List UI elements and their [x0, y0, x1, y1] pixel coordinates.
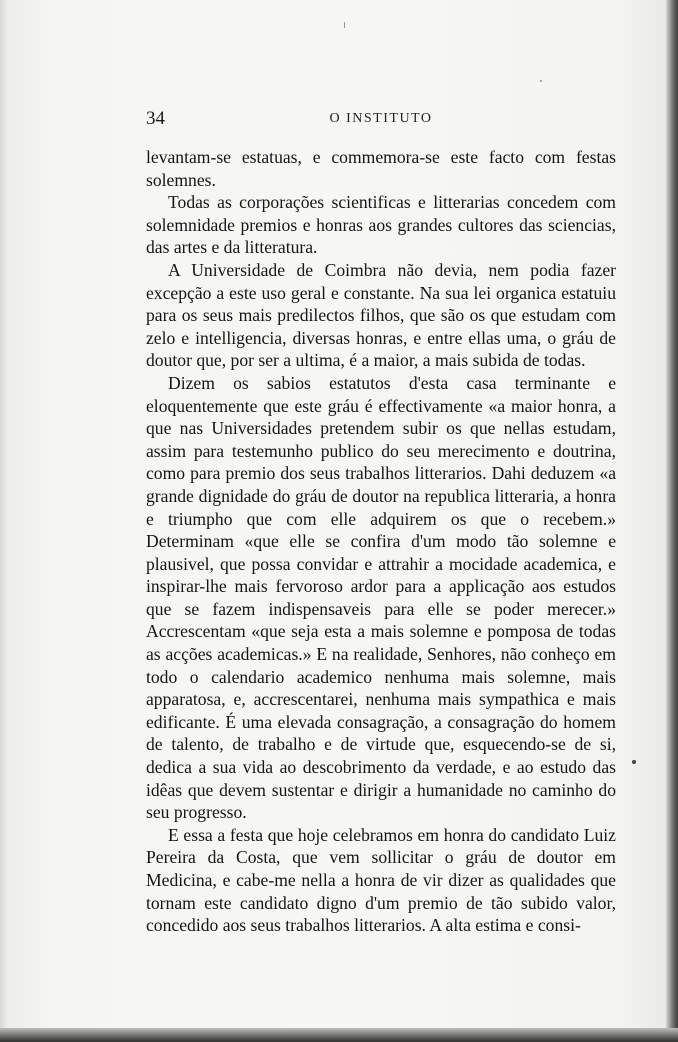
paragraph: Todas as corporações scientificas e litterarias concedem com solemnidade premios e honras aos grandes cultores das sciencias, das artes e da litteratura. — [146, 192, 616, 258]
scan-speck — [540, 80, 542, 82]
page-number: 34 — [146, 108, 165, 129]
scan-speck — [632, 760, 636, 764]
paragraph-continuation: levantam-se estatuas, e commemora-se este facto com festas solemnes. — [146, 147, 616, 190]
page-right-edge-shadow — [666, 0, 678, 1042]
paragraph: A Universidade de Coimbra não devia, nem podia fazer excepção a este uso geral e constante. Na sua lei organica estatuiu para os seus mais predilectos filhos, que são os que estudam com zelo e intelligencia, diversas honras, e entre ellas uma, o gráu de doutor que, por ser a ultima, é a maior, a mais subida de todas. — [146, 259, 616, 371]
paragraph: E essa a festa que hoje celebramos em honra do candidato Luiz Pereira da Costa, que vem sollicitar o gráu de doutor em Medicina, e cabe-me nella a honra de vir dizer as qualidades que tornam este candidato digno d'um premio de tão subido valor, concedido aos seus trabalhos litterarios. A alta estima e consi- — [146, 824, 616, 936]
page-header — [146, 108, 616, 130]
running-title: O INSTITUTO — [329, 111, 433, 126]
page-left-edge — [0, 0, 8, 1042]
body-text — [146, 146, 616, 937]
paragraph: Dizem os sabios estatutos d'esta casa terminante e eloquentemente que este gráu é effectivamente «a maior honra, a que nas Universidades pretendem subir os que nellas estudam, assim para testemunho publico do seu merecimento e doutrina, como para premio dos seus trabalhos litterarios. Dahi deduzem «a grande dignidade do gráu de doutor na republica litteraria, a honra e triumpho que com elle adquirem os que o recebem.» Determinam «que elle se confira d'um modo tão solemne e plausivel, que possa convidar e attrahir a mocidade academica, e inspirar-lhe mais fervoroso ardor para a applicação aos estudos que se fazem indispensaveis para elle se poder merecer.» Accrescentam «que seja esta a mais solemne e pomposa de todas as acções academicas.» E na realidade, Senhores, não conheço em todo o calendario academico nenhuma mais solemne, mais apparatosa, e, accrescentarei, nenhuma mais sympathica e mais edificante. É uma elevada consagração, a consagração do homem de talento, de trabalho e de virtude que, esquecendo-se de si, dedica a sua vida ao descobrimento da verdade, e ao estudo das idêas que devem sustentar e dirigir a humanidade no caminho do seu progresso. — [146, 372, 616, 823]
scan-speck — [344, 22, 345, 28]
page-bottom-edge-shadow — [0, 1028, 678, 1042]
